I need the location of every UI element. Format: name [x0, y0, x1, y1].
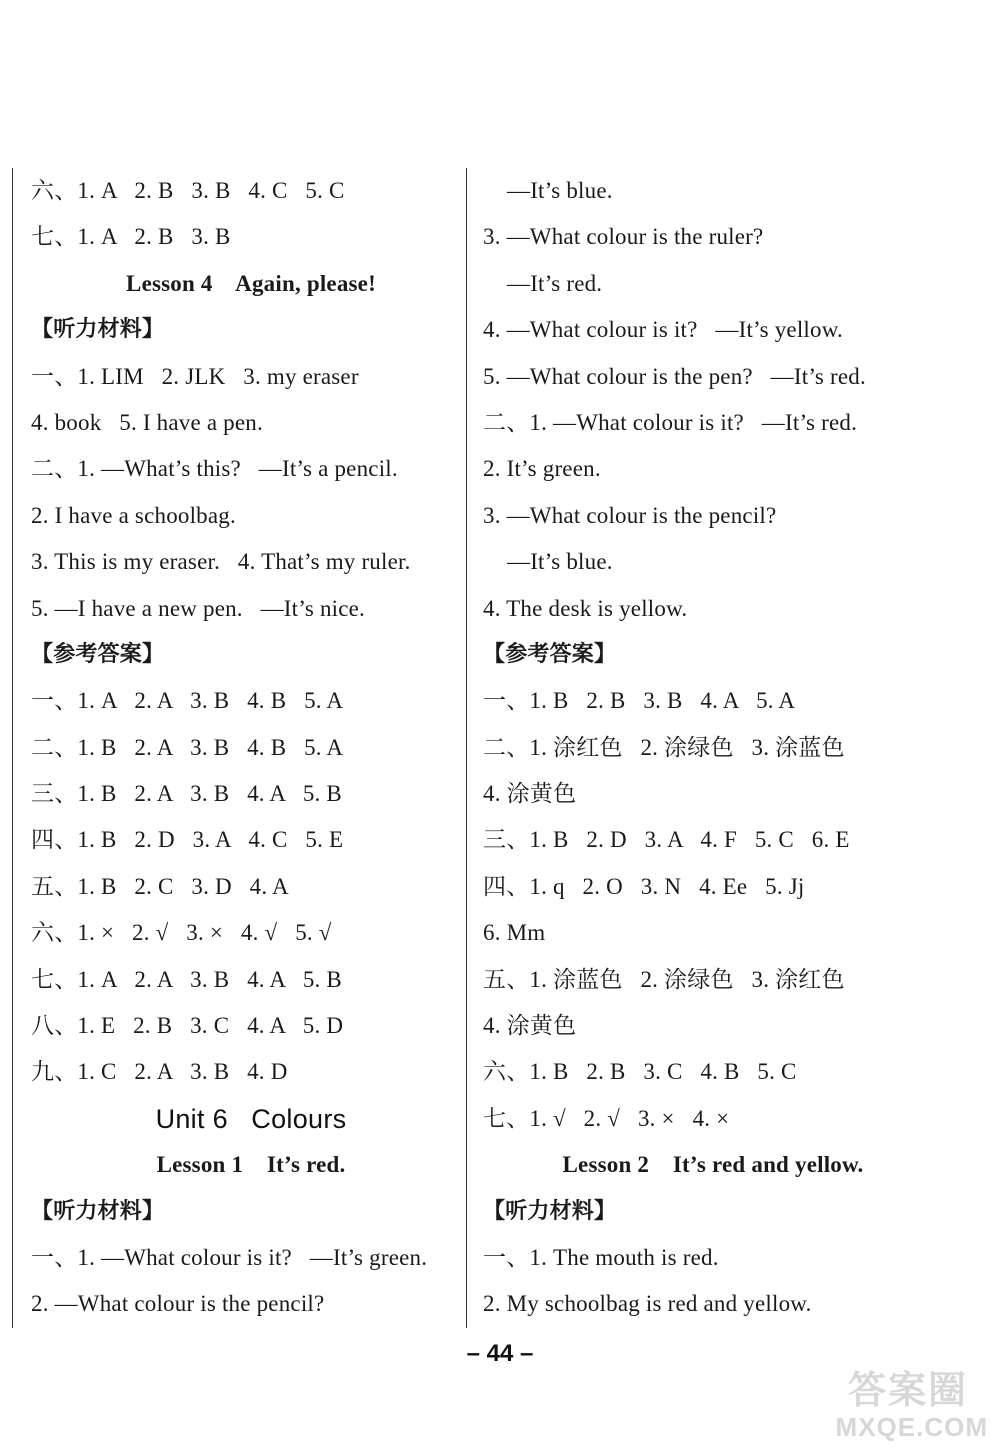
answer-line: 4. 涂黄色 — [483, 781, 577, 807]
listening-line: —It’s blue. — [507, 178, 613, 203]
page-number: – 44 – — [466, 1340, 534, 1367]
unit-heading: Unit 6 Colours — [155, 1103, 347, 1134]
watermark-url: MXQE.COM — [835, 1412, 988, 1442]
lesson-heading: Lesson 1 It’s red. — [156, 1152, 346, 1178]
answer-line: 四、1. B 2. D 3. A 4. C 5. E — [31, 827, 344, 853]
listening-line: 4. book 5. I have a pen. — [31, 409, 263, 435]
listening-line: 5. —What colour is the pen? —It’s red. — [483, 363, 866, 389]
answer-line: 九、1. C 2. A 3. B 4. D — [31, 1059, 288, 1085]
left-column — [12, 168, 471, 1328]
answer-line: 七、1. A 2. A 3. B 4. A 5. B — [31, 966, 342, 992]
listening-line: 二、1. —What colour is it? —It’s red. — [483, 409, 858, 435]
answer-line: 4. 涂黄色 — [483, 1013, 577, 1039]
answer-line: 五、1. B 2. C 3. D 4. A — [31, 873, 289, 899]
listening-line: 4. The desk is yellow. — [483, 595, 688, 621]
answer-line: 二、1. B 2. A 3. B 4. B 5. A — [31, 734, 344, 760]
listening-line: 二、1. —What’s this? —It’s a pencil. — [31, 456, 398, 482]
answer-line: 一、1. B 2. B 3. B 4. A 5. A — [483, 688, 796, 714]
answer-line: 八、1. E 2. B 3. C 4. A 5. D — [31, 1013, 344, 1039]
listening-line: 2. It’s green. — [483, 456, 601, 482]
answer-line: 四、1. q 2. O 3. N 4. Ee 5. Jj — [483, 873, 805, 899]
listening-line: 一、1. The mouth is red. — [483, 1244, 719, 1270]
answer-line: 6. Mm — [483, 920, 546, 946]
answer-line: 五、1. 涂蓝色 2. 涂绿色 3. 涂红色 — [483, 966, 845, 992]
section-label-answers: 【参考答案】 — [31, 641, 165, 667]
listening-line: 2. —What colour is the pencil? — [31, 1291, 325, 1317]
answer-line: 三、1. B 2. A 3. B 4. A 5. B — [31, 781, 342, 807]
answer-line: 六、1. × 2. √ 3. × 4. √ 5. √ — [31, 920, 332, 946]
answer-line: 七、1. A 2. B 3. B — [31, 224, 231, 250]
answer-line: 三、1. B 2. D 3. A 4. F 5. C 6. E — [483, 827, 850, 853]
listening-line: 5. —I have a new pen. —It’s nice. — [31, 595, 366, 621]
answer-line: 六、1. B 2. B 3. C 4. B 5. C — [483, 1059, 797, 1085]
listening-line: 4. —What colour is it? —It’s yellow. — [483, 317, 843, 343]
watermark-text: 答案圈 — [847, 1368, 968, 1412]
listening-line: 3. This is my eraser. 4. That’s my ruler. — [31, 549, 411, 575]
listening-line: 2. I have a schoolbag. — [31, 502, 236, 528]
right-column — [466, 168, 943, 1328]
listening-line: 一、1. —What colour is it? —It’s green. — [31, 1244, 428, 1270]
listening-line: —It’s red. — [507, 270, 603, 296]
lesson-heading: Lesson 4 Again, please! — [126, 270, 376, 296]
section-label-listening: 【听力材料】 — [31, 1198, 165, 1224]
answer-line: 六、1. A 2. B 3. B 4. C 5. C — [31, 178, 345, 203]
section-label-listening: 【听力材料】 — [483, 1198, 617, 1224]
listening-line: 3. —What colour is the pencil? — [483, 502, 777, 528]
section-label-listening: 【听力材料】 — [31, 317, 165, 343]
watermark-logo — [758, 1359, 988, 1443]
listening-line: 一、1. LIM 2. JLK 3. my eraser — [31, 363, 359, 389]
lesson-heading: Lesson 2 It’s red and yellow. — [562, 1152, 864, 1178]
listening-line: —It’s blue. — [507, 549, 613, 575]
answer-line: 一、1. A 2. A 3. B 4. B 5. A — [31, 688, 344, 714]
listening-line: 2. My schoolbag is red and yellow. — [483, 1291, 812, 1317]
answer-line: 七、1. √ 2. √ 3. × 4. × — [483, 1105, 730, 1131]
section-label-answers: 【参考答案】 — [483, 641, 617, 667]
listening-line: 3. —What colour is the ruler? — [483, 224, 764, 250]
answer-line: 二、1. 涂红色 2. 涂绿色 3. 涂蓝色 — [483, 734, 845, 760]
